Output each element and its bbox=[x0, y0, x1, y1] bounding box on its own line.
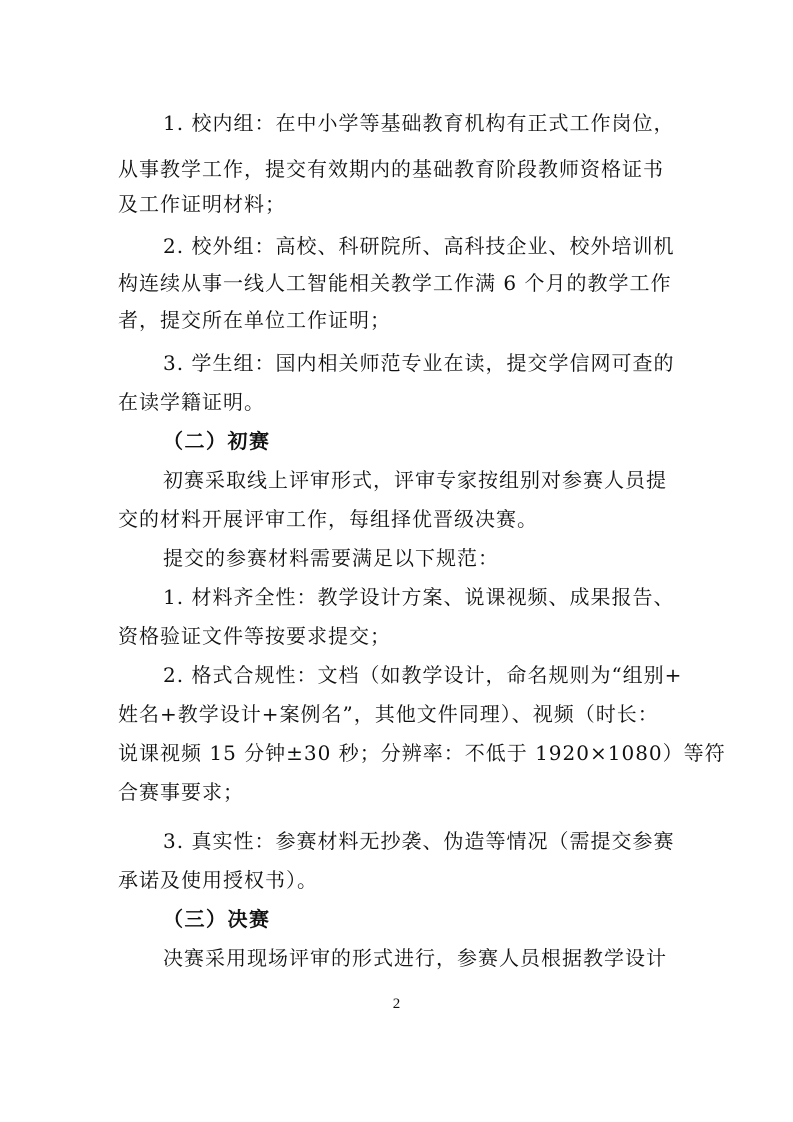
paragraph-line-11: 交的材料开展评审工作，每组择优晋级决赛。 bbox=[118, 507, 538, 531]
paragraph-line-13: 1. 材料齐全性：教学设计方案、说课视频、成果报告、 bbox=[163, 585, 675, 609]
paragraph-line-5: 构连续从事一线人工智能相关教学工作满 6 个月的教学工作 bbox=[118, 271, 672, 295]
paragraph-line-12: 提交的参赛材料需要满足以下规范： bbox=[163, 546, 499, 570]
paragraph-line-22: 决赛采用现场评审的形式进行，参赛人员根据教学设计 bbox=[163, 946, 667, 970]
paragraph-line-3: 及工作证明材料； bbox=[118, 192, 286, 216]
paragraph-line-2: 从事教学工作，提交有效期内的基础教育阶段教师资格证书 bbox=[118, 157, 664, 181]
paragraph-line-4: 2. 校外组：高校、科研院所、高科技企业、校外培训机 bbox=[163, 234, 675, 258]
paragraph-line-20: 承诺及使用授权书）。 bbox=[118, 868, 318, 892]
paragraph-line-10: 初赛采取线上评审形式，评审专家按组别对参赛人员提 bbox=[163, 468, 667, 492]
paragraph-line-7: 3. 学生组：国内相关师范专业在读，提交学信网可查的 bbox=[163, 351, 675, 375]
paragraph-line-14: 资格验证文件等按要求提交； bbox=[118, 624, 391, 648]
paragraph-line-8: 在读学籍证明。 bbox=[118, 390, 265, 414]
section-heading-preliminary: （二）初赛 bbox=[163, 429, 271, 453]
page-number: 2 bbox=[392, 996, 401, 1012]
paragraph-line-18: 合赛事要求； bbox=[118, 780, 244, 804]
section-heading-final: （三）决赛 bbox=[163, 907, 271, 931]
paragraph-line-1: 1. 校内组：在中小学等基础教育机构有正式工作岗位， bbox=[163, 111, 675, 135]
paragraph-line-19: 3. 真实性：参赛材料无抄袭、伪造等情况（需提交参赛 bbox=[163, 829, 675, 853]
paragraph-line-17: 说课视频 15 分钟±30 秒；分辨率：不低于 1920×1080）等符 bbox=[118, 741, 726, 765]
paragraph-line-6: 者，提交所在单位工作证明； bbox=[118, 308, 391, 332]
paragraph-line-16: 姓名+教学设计+案例名”，其他文件同理）、视频（时长： bbox=[118, 702, 659, 726]
paragraph-line-15: 2. 格式合规性：文档（如教学设计，命名规则为“组别+ bbox=[163, 663, 683, 687]
